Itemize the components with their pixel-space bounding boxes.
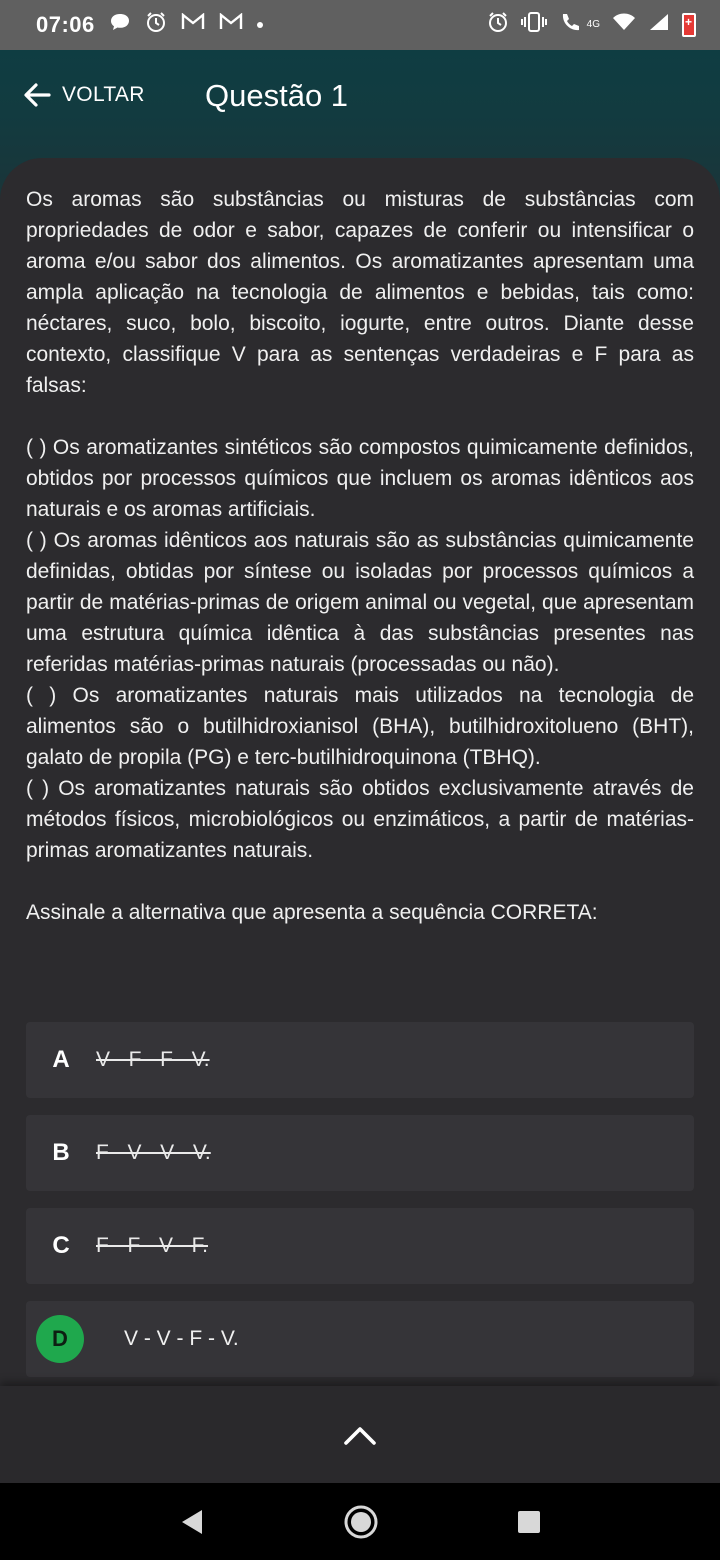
selected-badge: D [36, 1315, 84, 1363]
option-text: V - F - F - V. [96, 1048, 210, 1071]
wifi-icon [612, 12, 636, 38]
status-left [36, 11, 263, 39]
option-letter: B [52, 1139, 70, 1166]
chevron-up-icon[interactable] [342, 1423, 378, 1447]
option-letter: C [52, 1232, 70, 1259]
network-label: 4G [586, 19, 600, 30]
bottom-bar [0, 1386, 720, 1483]
chat-bubble-icon [109, 12, 131, 38]
android-nav-bar [0, 1483, 720, 1560]
option-b[interactable] [26, 1115, 694, 1191]
back-button[interactable] [22, 80, 145, 110]
home-nav-icon[interactable] [342, 1503, 380, 1541]
option-c[interactable] [26, 1208, 694, 1284]
gmail-icon [181, 13, 205, 37]
status-time: 07:06 [36, 12, 95, 37]
question-prompt: Assinale a alternativa que apresenta a sequência CORRETA: [26, 901, 598, 924]
status-right [487, 11, 696, 39]
page-title: Questão 1 [205, 78, 349, 113]
option-d-selected[interactable] [26, 1301, 694, 1377]
back-nav-icon[interactable] [178, 1507, 206, 1537]
alarm-icon [145, 11, 167, 39]
battery-low-icon [682, 13, 696, 37]
alarm-icon [487, 11, 509, 39]
statement-4: ( ) Os aromatizantes naturais são obtidos exclusivamente através de métodos físicos, microbiológicos ou enzimáticos, a partir de matérias-primas aromatizantes naturais. [26, 777, 694, 862]
dot-icon [257, 22, 263, 28]
arrow-left-icon [22, 80, 52, 110]
question-intro: Os aromas são substâncias ou misturas de substâncias com propriedades de odor e sabor, capazes de conferir ou intensificar o aroma e/ou sabor dos alimentos. Os aromatizantes apresentam uma ampla aplicação na tecnologia de alimentos e bebidas, tais como: néctares, suco, bolo, biscoito, iogurte, entre outros. Diante desse contexto, classifique V para as sentenças verdadeiras e F para as falsas: [26, 188, 694, 397]
option-text: F - V - V - V. [96, 1141, 211, 1164]
recents-nav-icon[interactable] [516, 1509, 542, 1535]
back-label: VOLTAR [62, 83, 145, 106]
option-text: F - F - V - F. [96, 1234, 208, 1257]
option-text: V - V - F - V. [124, 1327, 239, 1350]
statement-1: ( ) Os aromatizantes sintéticos são compostos quimicamente definidos, obtidos por processos químicos que incluem os aromas idênticos aos naturais e os aromas artificiais. [26, 436, 694, 521]
call-icon [559, 11, 600, 39]
status-bar [0, 0, 720, 50]
statement-2: ( ) Os aromas idênticos aos naturais são as substâncias quimicamente definidas, obtidas por síntese ou isoladas por processos químicos a partir de matérias-primas de origem animal ou vegetal, que apresentam uma estrutura química idêntica à das substâncias presentes nas referidas matérias-primas naturais (processadas ou não). [26, 529, 694, 676]
vibrate-icon [521, 11, 547, 39]
option-letter: A [52, 1046, 70, 1073]
question-text [26, 184, 694, 928]
question-card [0, 158, 720, 1388]
statement-3: ( ) Os aromatizantes naturais mais utilizados na tecnologia de alimentos são o butilhidroxianisol (BHA), butilhidroxitolueno (BHT), galato de propila (PG) e terc-butilhidroquinona (TBHQ). [26, 684, 694, 769]
option-a[interactable] [26, 1022, 694, 1098]
gmail-icon [219, 13, 243, 37]
signal-icon [648, 12, 670, 38]
